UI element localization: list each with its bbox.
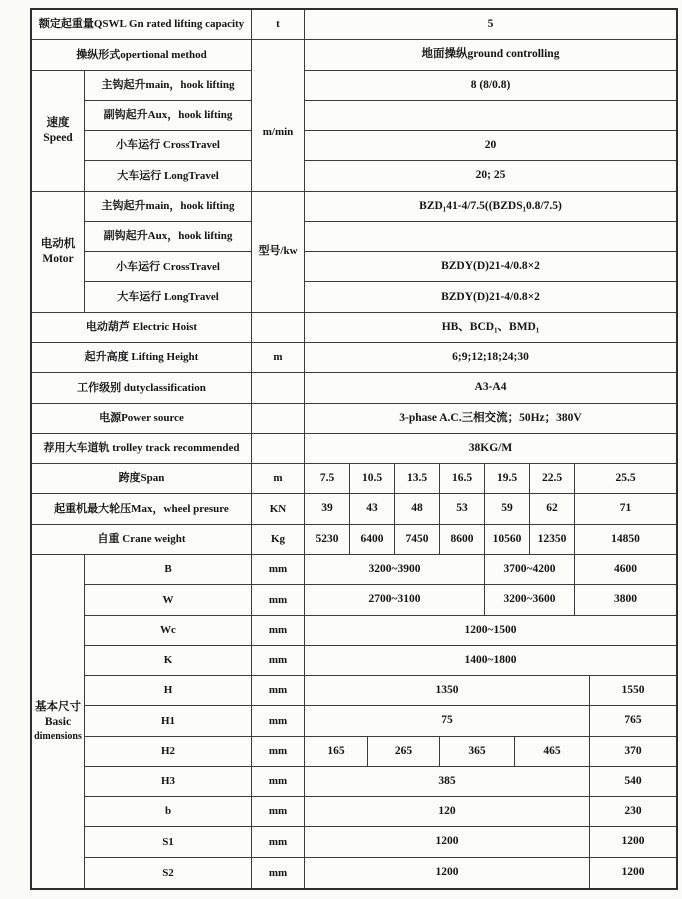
dim-B-unit: mm: [252, 555, 305, 585]
track-value: 38KG/M: [305, 434, 676, 464]
dim-H-unit: mm: [252, 676, 305, 706]
lifting-height-unit: m: [252, 343, 305, 373]
power-label: 电源Power source: [32, 404, 252, 434]
dim-H3-label: H3: [85, 767, 252, 797]
dim-K-label: K: [85, 646, 252, 676]
wheel-pressure-value-2: 48: [395, 494, 440, 524]
wheel-pressure-value-5: 62: [530, 494, 575, 524]
dim-H1-unit: mm: [252, 706, 305, 736]
motor-long-travel-value: BZDY(D)21-4/0.8×2: [305, 282, 676, 312]
span-value-0: 7.5: [305, 464, 350, 494]
dim-S2-label: S2: [85, 858, 252, 888]
motor-main-hook-label: 主钩起升main，hook lifting: [85, 192, 252, 222]
crane-spec-table: [30, 8, 678, 890]
lifting-height-value: 6;9;12;18;24;30: [305, 343, 676, 373]
crane-weight-unit: Kg: [252, 525, 305, 555]
dim-H2-value-4: 370: [590, 737, 676, 767]
dim-S1-unit: mm: [252, 827, 305, 857]
motor-group-en: Motor: [42, 252, 74, 265]
dim-W-value-2: 3800: [575, 585, 676, 615]
wheel-pressure-value-0: 39: [305, 494, 350, 524]
span-value-5: 22.5: [530, 464, 575, 494]
hoist-value: HB、BCD₁、BMD₁: [305, 313, 676, 343]
wheel-pressure-value-4: 59: [485, 494, 530, 524]
dim-W-label: W: [85, 585, 252, 615]
dim-W-value-0: 2700~3100: [305, 585, 485, 615]
motor-cross-travel-value: BZDY(D)21-4/0.8×2: [305, 252, 676, 282]
dim-K-value: 1400~1800: [305, 646, 676, 676]
dimensions-group-label: [32, 555, 85, 888]
crane-weight-value-4: 10560: [485, 525, 530, 555]
capacity-label: 额定起重量QSWL Gn rated lifting capacity: [32, 10, 252, 40]
operation-value: 地面操纵ground controlling: [305, 40, 676, 70]
crane-weight-value-1: 6400: [350, 525, 395, 555]
motor-aux-hook-value: [305, 222, 676, 252]
dim-S1-value-1: 1200: [590, 827, 676, 857]
span-label: 跨度Span: [32, 464, 252, 494]
speed-group-en: Speed: [43, 131, 73, 144]
dim-H2-value-3: 465: [515, 737, 590, 767]
duty-unit: [252, 373, 305, 403]
dim-Wc-label: Wc: [85, 616, 252, 646]
span-value-6: 25.5: [575, 464, 676, 494]
speed-unit: m/min: [252, 40, 305, 191]
dim-Wc-value: 1200~1500: [305, 616, 676, 646]
dim-H3-unit: mm: [252, 767, 305, 797]
power-unit: [252, 404, 305, 434]
track-label: 荐用大车道轨 trolley track recommended: [32, 434, 252, 464]
speed-long-travel-value: 20; 25: [305, 161, 676, 191]
span-value-1: 10.5: [350, 464, 395, 494]
crane-weight-value-5: 12350: [530, 525, 575, 555]
lifting-height-label: 起升高度 Lifting Height: [32, 343, 252, 373]
speed-group-label: [32, 71, 85, 192]
motor-group-label: [32, 192, 85, 313]
motor-main-hook-value: BZD₁41-4/7.5((BZDS₁0.8/7.5): [305, 192, 676, 222]
dim-H-label: H: [85, 676, 252, 706]
wheel-pressure-unit: KN: [252, 494, 305, 524]
wheel-pressure-value-6: 71: [575, 494, 676, 524]
dim-W-value-1: 3200~3600: [485, 585, 575, 615]
speed-long-travel-label: 大车运行 LongTravel: [85, 161, 252, 191]
dim-H-value-1: 1550: [590, 676, 676, 706]
speed-cross-travel-value: 20: [305, 131, 676, 161]
dim-Wc-unit: mm: [252, 616, 305, 646]
duty-value: A3-A4: [305, 373, 676, 403]
dim-b-value-1: 230: [590, 797, 676, 827]
dim-b-value-0: 120: [305, 797, 590, 827]
dim-S2-unit: mm: [252, 858, 305, 888]
dim-H2-label: H2: [85, 737, 252, 767]
hoist-label: 电动葫芦 Electric Hoist: [32, 313, 252, 343]
motor-unit: 型号/kw: [252, 192, 305, 313]
dim-K-unit: mm: [252, 646, 305, 676]
speed-group-zh: 速度: [46, 116, 70, 129]
span-unit: m: [252, 464, 305, 494]
span-value-2: 13.5: [395, 464, 440, 494]
dim-S2-value-0: 1200: [305, 858, 590, 888]
dim-W-unit: mm: [252, 585, 305, 615]
wheel-pressure-value-1: 43: [350, 494, 395, 524]
dim-H2-value-2: 365: [440, 737, 515, 767]
span-value-3: 16.5: [440, 464, 485, 494]
operation-label: 操纵形式opertional method: [32, 40, 252, 70]
motor-aux-hook-label: 副钩起升Aux，hook lifting: [85, 222, 252, 252]
dim-H1-label: H1: [85, 706, 252, 736]
crane-weight-value-3: 8600: [440, 525, 485, 555]
dim-B-value-2: 4600: [575, 555, 676, 585]
dim-S1-label: S1: [85, 827, 252, 857]
speed-main-hook-value: 8 (8/0.8): [305, 71, 676, 101]
span-value-4: 19.5: [485, 464, 530, 494]
motor-group-zh: 电动机: [40, 237, 76, 250]
dim-B-value-1: 3700~4200: [485, 555, 575, 585]
crane-weight-value-0: 5230: [305, 525, 350, 555]
track-unit: [252, 434, 305, 464]
dimensions-group-en-2: dimensions: [34, 730, 82, 742]
dimensions-group-en-1: Basic: [44, 715, 72, 728]
crane-weight-value-2: 7450: [395, 525, 440, 555]
capacity-unit: t: [252, 10, 305, 40]
dim-S1-value-0: 1200: [305, 827, 590, 857]
dim-H1-value-0: 75: [305, 706, 590, 736]
speed-aux-hook-label: 副钩起升Aux，hook lifting: [85, 101, 252, 131]
dim-S2-value-1: 1200: [621, 866, 645, 879]
dimensions-group-zh: 基本尺寸: [35, 701, 81, 714]
capacity-value: 5: [305, 10, 676, 40]
dim-H1-value-1: 765: [590, 706, 676, 736]
power-value: 3-phase A.C.三相交流；50Hz；380V: [305, 404, 676, 434]
hoist-unit: [252, 313, 305, 343]
dim-H-value-0: 1350: [305, 676, 590, 706]
speed-main-hook-label: 主钩起升main，hook lifting: [85, 71, 252, 101]
dim-H3-value-1: 540: [590, 767, 676, 797]
wheel-pressure-value-3: 53: [440, 494, 485, 524]
dim-H2-unit: mm: [252, 737, 305, 767]
wheel-pressure-label: 起重机最大轮压Max，wheel presure: [32, 494, 252, 524]
dim-B-value-0: 3200~3900: [305, 555, 485, 585]
motor-cross-travel-label: 小车运行 CrossTravel: [85, 252, 252, 282]
speed-aux-hook-value: [305, 101, 676, 131]
motor-long-travel-label: 大车运行 LongTravel: [85, 282, 252, 312]
dim-H2-value-1: 265: [368, 737, 440, 767]
crane-weight-label: 自重 Crane weight: [32, 525, 252, 555]
speed-cross-travel-label: 小车运行 CrossTravel: [85, 131, 252, 161]
dim-H3-value-0: 385: [305, 767, 590, 797]
dim-b-label: b: [85, 797, 252, 827]
dim-B-label: B: [85, 555, 252, 585]
crane-weight-value-6: 14850: [575, 525, 676, 555]
dim-H2-value-0: 165: [305, 737, 368, 767]
dim-b-unit: mm: [252, 797, 305, 827]
duty-label: 工作级别 dutyclassification: [32, 373, 252, 403]
